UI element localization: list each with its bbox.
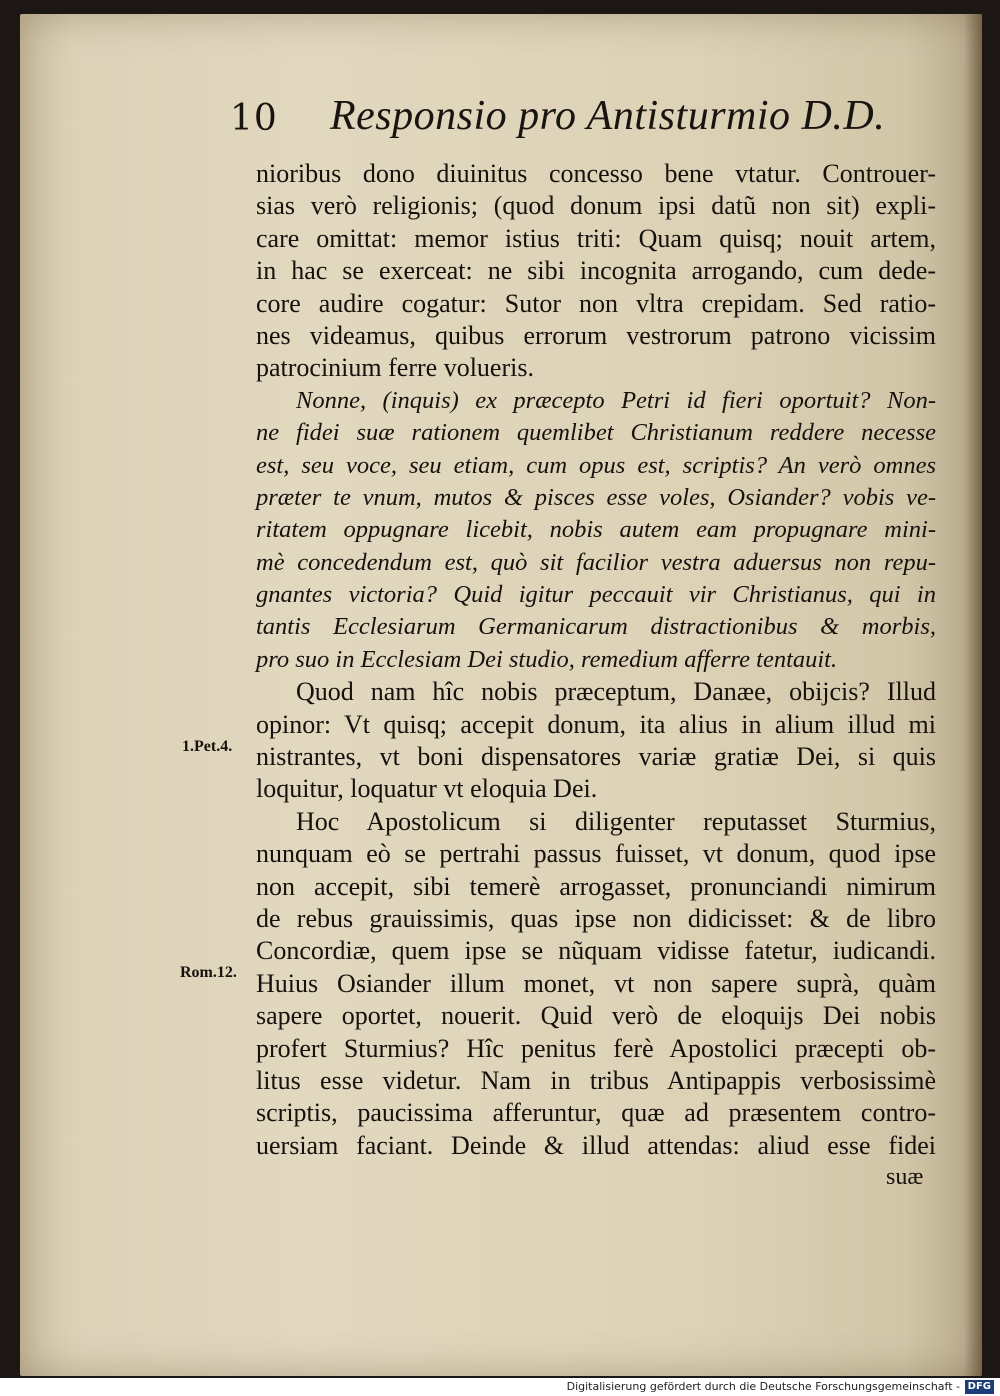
text-line: Hoc Apostolicum si diligenter reputasset Sturmius, [296,806,936,836]
text-line: sapere oportet, nouerit. Quid verò de eloquijs Dei nobis [256,1001,936,1031]
margin-reference-1pet4: 1.Pet.4. [182,738,233,755]
text-line: care omittat: memor istius triti: Quam quisq; nouit artem, [256,223,936,253]
catchword: suæ [886,1164,924,1190]
text-line: opinor: Vt quisq; accepit donum, ita alius in alium illud mi [256,709,936,739]
text-line: uersiam faciant. Deinde & illud attendas: aliud esse fidei [256,1130,936,1160]
text-line: nistrantes, vt boni dispensatores variæ gratiæ Dei, si quis [256,742,936,772]
text-line: scriptis, paucissima afferuntur, quæ ad præsentem contro- [256,1098,936,1128]
text-line: sias verò religionis; (quod donum ipsi datũ non sit) expli- [256,191,936,221]
text-line-italic: præter te vnum, mutos & pisces esse voles, Osiander? vobis ve- [256,483,936,511]
text-line: core audire cogatur: Sutor non vltra crepidam. Sed ratio- [256,288,936,318]
text-line: Quod nam hîc nobis præceptum, Danæe, obijcis? Illud [296,677,936,707]
text-line-italic: tantis Ecclesiarum Germanicarum distractionibus & morbis, [256,613,936,641]
text-line: litus esse videtur. Nam in tribus Antipappis verbosissimè [256,1065,936,1095]
text-line-italic: mè concedendum est, quò sit facilior vestra aduersus non repu- [256,548,936,576]
text-line-italic: Nonne, (inquis) ex præcepto Petri id fieri oportuit? Non- [296,386,936,414]
body-text [256,158,936,1162]
text-line: in hac se exerceat: ne sibi incognita arrogando, cum dede- [256,256,936,286]
text-line: Concordiæ, quem ipse se nũquam vidisse fatetur, iudicandi. [256,936,936,966]
page-number: 10 [230,98,278,139]
page-edge-shadow [964,14,982,1376]
text-line: patrocinium ferre volueris. [256,353,534,383]
text-line: nioribus dono diuinitus concesso bene vtatur. Controuer- [256,159,936,188]
footer-credit: Digitalisierung gefördert durch die Deutsche Forschungsgemeinschaft - [566,1380,960,1393]
text-line: Huius Osiander illum monet, vt non sapere suprà, quàm [256,968,936,998]
text-line: non accepit, sibi temerè arrogasset, pronunciandi nimirum [256,871,936,901]
text-line-italic: gnantes victoria? Quid igitur peccauit vir Christianus, qui in [256,581,936,609]
text-line-italic: pro suo in Ecclesiam Dei studio, remedium afferre tentauit. [256,645,838,673]
text-line-italic: est, seu voce, seu etiam, cum opus est, scriptis? An verò omnes [256,451,936,479]
text-line: loquitur, loquatur vt eloquia Dei. [256,774,598,804]
text-line: nes videamus, quibus errorum vestrorum patrono vicissim [256,320,936,350]
dfg-logo: DFG [965,1380,994,1394]
text-line-italic: ritatem oppugnare licebit, nobis autem eam propugnare mini- [256,516,936,544]
text-line-italic: ne fidei suæ rationem quemlibet Christianum reddere necesse [256,419,936,447]
text-line: profert Sturmius? Hîc penitus ferè Apostolici præcepti ob- [256,1033,936,1063]
margin-reference-rom12: Rom.12. [180,964,237,981]
running-title: Responsio pro Antisturmio D.D. [330,93,886,139]
page-header [230,92,890,152]
text-line: nunquam eò se pertrahi passus fuisset, vt donum, quod ipse [256,839,936,869]
text-line: de rebus grauissimis, quas ipse non didicisset: & de libro [256,903,936,933]
